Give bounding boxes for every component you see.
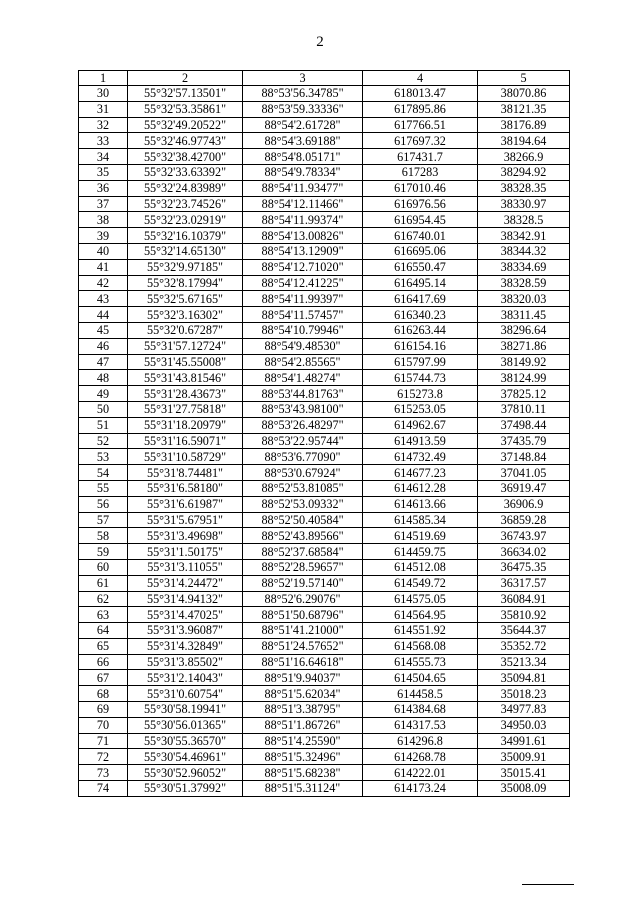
y-coordinate-cell: 35213.34	[478, 654, 570, 670]
x-coordinate-cell: 617283	[363, 164, 478, 180]
point-number-cell: 32	[79, 117, 128, 133]
longitude-cell: 88°54'3.69188"	[243, 133, 363, 149]
table-row	[79, 354, 570, 370]
point-number-cell: 39	[79, 228, 128, 244]
table-row	[79, 322, 570, 338]
latitude-cell: 55°31'2.14043"	[128, 670, 243, 686]
longitude-cell: 88°51'4.25590"	[243, 733, 363, 749]
table-row	[79, 228, 570, 244]
longitude-cell: 88°54'11.93477"	[243, 180, 363, 196]
x-coordinate-cell: 614549.72	[363, 575, 478, 591]
y-coordinate-cell: 38124.99	[478, 370, 570, 386]
table-row	[79, 433, 570, 449]
coordinates-table	[78, 70, 570, 797]
x-coordinate-cell: 614962.67	[363, 417, 478, 433]
point-number-cell: 40	[79, 243, 128, 259]
x-coordinate-cell: 614551.92	[363, 623, 478, 639]
x-coordinate-cell: 616154.16	[363, 338, 478, 354]
table-row	[79, 243, 570, 259]
y-coordinate-cell: 38311.45	[478, 307, 570, 323]
table-row	[79, 449, 570, 465]
latitude-cell: 55°31'3.11055"	[128, 559, 243, 575]
y-coordinate-cell: 38328.5	[478, 212, 570, 228]
longitude-cell: 88°54'1.48274"	[243, 370, 363, 386]
table-row	[79, 401, 570, 417]
latitude-cell: 55°31'16.59071"	[128, 433, 243, 449]
header-cell-5: 5	[478, 71, 570, 86]
point-number-cell: 35	[79, 164, 128, 180]
x-coordinate-cell: 616740.01	[363, 228, 478, 244]
point-number-cell: 31	[79, 101, 128, 117]
header-cell-4: 4	[363, 71, 478, 86]
x-coordinate-cell: 616954.45	[363, 212, 478, 228]
y-coordinate-cell: 35018.23	[478, 686, 570, 702]
longitude-cell: 88°51'1.86726"	[243, 717, 363, 733]
x-coordinate-cell: 618013.47	[363, 86, 478, 102]
latitude-cell: 55°31'3.49698"	[128, 528, 243, 544]
point-number-cell: 71	[79, 733, 128, 749]
latitude-cell: 55°31'3.85502"	[128, 654, 243, 670]
y-coordinate-cell: 38344.32	[478, 243, 570, 259]
point-number-cell: 43	[79, 291, 128, 307]
point-number-cell: 65	[79, 638, 128, 654]
longitude-cell: 88°52'37.68584"	[243, 544, 363, 560]
header-cell-1: 1	[79, 71, 128, 86]
latitude-cell: 55°31'4.24472"	[128, 575, 243, 591]
longitude-cell: 88°53'0.67924"	[243, 465, 363, 481]
latitude-cell: 55°31'6.58180"	[128, 480, 243, 496]
x-coordinate-cell: 614613.66	[363, 496, 478, 512]
latitude-cell: 55°32'8.17994"	[128, 275, 243, 291]
y-coordinate-cell: 38330.97	[478, 196, 570, 212]
longitude-cell: 88°51'50.68796"	[243, 607, 363, 623]
table-row	[79, 212, 570, 228]
table-row	[79, 465, 570, 481]
x-coordinate-cell: 616495.14	[363, 275, 478, 291]
latitude-cell: 55°32'57.13501"	[128, 86, 243, 102]
point-number-cell: 52	[79, 433, 128, 449]
point-number-cell: 46	[79, 338, 128, 354]
x-coordinate-cell: 615797.99	[363, 354, 478, 370]
longitude-cell: 88°52'28.59657"	[243, 559, 363, 575]
longitude-cell: 88°51'41.21000"	[243, 623, 363, 639]
x-coordinate-cell: 614384.68	[363, 702, 478, 718]
x-coordinate-cell: 614519.69	[363, 528, 478, 544]
latitude-cell: 55°30'52.96052"	[128, 765, 243, 781]
longitude-cell: 88°54'2.85565"	[243, 354, 363, 370]
x-coordinate-cell: 615273.8	[363, 386, 478, 402]
latitude-cell: 55°32'3.16302"	[128, 307, 243, 323]
y-coordinate-cell: 35644.37	[478, 623, 570, 639]
y-coordinate-cell: 37498.44	[478, 417, 570, 433]
header-cell-3: 3	[243, 71, 363, 86]
table-row	[79, 717, 570, 733]
point-number-cell: 36	[79, 180, 128, 196]
longitude-cell: 88°52'50.40584"	[243, 512, 363, 528]
table-row	[79, 370, 570, 386]
point-number-cell: 55	[79, 480, 128, 496]
point-number-cell: 48	[79, 370, 128, 386]
point-number-cell: 59	[79, 544, 128, 560]
y-coordinate-cell: 35810.92	[478, 607, 570, 623]
table-row	[79, 544, 570, 560]
x-coordinate-cell: 616417.69	[363, 291, 478, 307]
x-coordinate-cell: 617431.7	[363, 149, 478, 165]
point-number-cell: 68	[79, 686, 128, 702]
x-coordinate-cell: 614677.23	[363, 465, 478, 481]
latitude-cell: 55°30'56.01365"	[128, 717, 243, 733]
latitude-cell: 55°32'16.10379"	[128, 228, 243, 244]
longitude-cell: 88°54'9.78334"	[243, 164, 363, 180]
x-coordinate-cell: 617895.86	[363, 101, 478, 117]
point-number-cell: 57	[79, 512, 128, 528]
longitude-cell: 88°53'26.48297"	[243, 417, 363, 433]
table-row	[79, 496, 570, 512]
y-coordinate-cell: 36634.02	[478, 544, 570, 560]
longitude-cell: 88°54'9.48530"	[243, 338, 363, 354]
x-coordinate-cell: 614555.73	[363, 654, 478, 670]
y-coordinate-cell: 35008.09	[478, 781, 570, 797]
point-number-cell: 34	[79, 149, 128, 165]
point-number-cell: 49	[79, 386, 128, 402]
latitude-cell: 55°32'46.97743"	[128, 133, 243, 149]
latitude-cell: 55°30'55.36570"	[128, 733, 243, 749]
table-row	[79, 259, 570, 275]
latitude-cell: 55°32'38.42700"	[128, 149, 243, 165]
latitude-cell: 55°31'57.12724"	[128, 338, 243, 354]
latitude-cell: 55°31'6.61987"	[128, 496, 243, 512]
y-coordinate-cell: 38320.03	[478, 291, 570, 307]
x-coordinate-cell: 614458.5	[363, 686, 478, 702]
longitude-cell: 88°54'11.57457"	[243, 307, 363, 323]
table-row	[79, 512, 570, 528]
table-row	[79, 386, 570, 402]
latitude-cell: 55°30'58.19941"	[128, 702, 243, 718]
y-coordinate-cell: 36859.28	[478, 512, 570, 528]
table-row	[79, 702, 570, 718]
latitude-cell: 55°30'54.46961"	[128, 749, 243, 765]
table-row	[79, 749, 570, 765]
latitude-cell: 55°32'23.74526"	[128, 196, 243, 212]
longitude-cell: 88°54'11.99374"	[243, 212, 363, 228]
point-number-cell: 74	[79, 781, 128, 797]
x-coordinate-cell: 614585.34	[363, 512, 478, 528]
table-row	[79, 733, 570, 749]
point-number-cell: 53	[79, 449, 128, 465]
point-number-cell: 70	[79, 717, 128, 733]
point-number-cell: 69	[79, 702, 128, 718]
x-coordinate-cell: 614512.08	[363, 559, 478, 575]
table-row	[79, 528, 570, 544]
point-number-cell: 67	[79, 670, 128, 686]
latitude-cell: 55°32'24.83989"	[128, 180, 243, 196]
longitude-cell: 88°51'5.62034"	[243, 686, 363, 702]
point-number-cell: 64	[79, 623, 128, 639]
y-coordinate-cell: 36317.57	[478, 575, 570, 591]
table-row	[79, 591, 570, 607]
latitude-cell: 55°31'1.50175"	[128, 544, 243, 560]
x-coordinate-cell: 616976.56	[363, 196, 478, 212]
y-coordinate-cell: 36906.9	[478, 496, 570, 512]
longitude-cell: 88°52'53.09332"	[243, 496, 363, 512]
latitude-cell: 55°32'0.67287"	[128, 322, 243, 338]
point-number-cell: 66	[79, 654, 128, 670]
latitude-cell: 55°31'4.47025"	[128, 607, 243, 623]
y-coordinate-cell: 36475.35	[478, 559, 570, 575]
y-coordinate-cell: 35015.41	[478, 765, 570, 781]
longitude-cell: 88°54'12.71020"	[243, 259, 363, 275]
latitude-cell: 55°31'3.96087"	[128, 623, 243, 639]
latitude-cell: 55°31'45.55008"	[128, 354, 243, 370]
y-coordinate-cell: 38294.92	[478, 164, 570, 180]
y-coordinate-cell: 35009.91	[478, 749, 570, 765]
x-coordinate-cell: 614504.65	[363, 670, 478, 686]
longitude-cell: 88°54'12.11466"	[243, 196, 363, 212]
table-row	[79, 86, 570, 102]
latitude-cell: 55°31'10.58729"	[128, 449, 243, 465]
y-coordinate-cell: 37148.84	[478, 449, 570, 465]
x-coordinate-cell: 617766.51	[363, 117, 478, 133]
longitude-cell: 88°51'3.38795"	[243, 702, 363, 718]
table-row	[79, 559, 570, 575]
x-coordinate-cell: 614317.53	[363, 717, 478, 733]
y-coordinate-cell: 38176.89	[478, 117, 570, 133]
latitude-cell: 55°32'49.20522"	[128, 117, 243, 133]
longitude-cell: 88°54'10.79946"	[243, 322, 363, 338]
table-row	[79, 196, 570, 212]
point-number-cell: 45	[79, 322, 128, 338]
x-coordinate-cell: 614459.75	[363, 544, 478, 560]
point-number-cell: 38	[79, 212, 128, 228]
point-number-cell: 58	[79, 528, 128, 544]
longitude-cell: 88°51'5.31124"	[243, 781, 363, 797]
page-number: 2	[316, 34, 324, 50]
longitude-cell: 88°51'5.68238"	[243, 765, 363, 781]
y-coordinate-cell: 38271.86	[478, 338, 570, 354]
header-cell-2: 2	[128, 71, 243, 86]
table-header-row	[79, 71, 570, 86]
table-row	[79, 607, 570, 623]
point-number-cell: 41	[79, 259, 128, 275]
longitude-cell: 88°51'9.94037"	[243, 670, 363, 686]
table-row	[79, 575, 570, 591]
point-number-cell: 61	[79, 575, 128, 591]
longitude-cell: 88°52'43.89566"	[243, 528, 363, 544]
point-number-cell: 56	[79, 496, 128, 512]
x-coordinate-cell: 616550.47	[363, 259, 478, 275]
table-row	[79, 101, 570, 117]
x-coordinate-cell: 617010.46	[363, 180, 478, 196]
point-number-cell: 63	[79, 607, 128, 623]
x-coordinate-cell: 616695.06	[363, 243, 478, 259]
point-number-cell: 50	[79, 401, 128, 417]
y-coordinate-cell: 34991.61	[478, 733, 570, 749]
table-row	[79, 133, 570, 149]
table-row	[79, 480, 570, 496]
y-coordinate-cell: 37810.11	[478, 401, 570, 417]
longitude-cell: 88°53'56.34785"	[243, 86, 363, 102]
y-coordinate-cell: 36084.91	[478, 591, 570, 607]
point-number-cell: 33	[79, 133, 128, 149]
x-coordinate-cell: 614568.08	[363, 638, 478, 654]
x-coordinate-cell: 616340.23	[363, 307, 478, 323]
x-coordinate-cell: 615253.05	[363, 401, 478, 417]
point-number-cell: 37	[79, 196, 128, 212]
table-row	[79, 686, 570, 702]
longitude-cell: 88°53'6.77090"	[243, 449, 363, 465]
point-number-cell: 47	[79, 354, 128, 370]
table-row	[79, 275, 570, 291]
longitude-cell: 88°54'13.12909"	[243, 243, 363, 259]
x-coordinate-cell: 614222.01	[363, 765, 478, 781]
latitude-cell: 55°31'18.20979"	[128, 417, 243, 433]
point-number-cell: 72	[79, 749, 128, 765]
y-coordinate-cell: 37825.12	[478, 386, 570, 402]
table-row	[79, 765, 570, 781]
table-row	[79, 654, 570, 670]
table-row	[79, 670, 570, 686]
x-coordinate-cell: 614575.05	[363, 591, 478, 607]
longitude-cell: 88°51'5.32496"	[243, 749, 363, 765]
table-row	[79, 291, 570, 307]
point-number-cell: 51	[79, 417, 128, 433]
latitude-cell: 55°31'8.74481"	[128, 465, 243, 481]
y-coordinate-cell: 38070.86	[478, 86, 570, 102]
y-coordinate-cell: 38328.59	[478, 275, 570, 291]
x-coordinate-cell: 614612.28	[363, 480, 478, 496]
x-coordinate-cell: 614913.59	[363, 433, 478, 449]
y-coordinate-cell: 38342.91	[478, 228, 570, 244]
table-row	[79, 307, 570, 323]
longitude-cell: 88°54'2.61728"	[243, 117, 363, 133]
point-number-cell: 30	[79, 86, 128, 102]
x-coordinate-cell: 614173.24	[363, 781, 478, 797]
y-coordinate-cell: 38149.92	[478, 354, 570, 370]
latitude-cell: 55°31'4.32849"	[128, 638, 243, 654]
latitude-cell: 55°31'43.81546"	[128, 370, 243, 386]
table-row	[79, 338, 570, 354]
point-number-cell: 44	[79, 307, 128, 323]
y-coordinate-cell: 34977.83	[478, 702, 570, 718]
y-coordinate-cell: 36919.47	[478, 480, 570, 496]
x-coordinate-cell: 614732.49	[363, 449, 478, 465]
point-number-cell: 62	[79, 591, 128, 607]
longitude-cell: 88°51'24.57652"	[243, 638, 363, 654]
longitude-cell: 88°53'22.95744"	[243, 433, 363, 449]
y-coordinate-cell: 38334.69	[478, 259, 570, 275]
table-row	[79, 180, 570, 196]
y-coordinate-cell: 34950.03	[478, 717, 570, 733]
latitude-cell: 55°31'28.43673"	[128, 386, 243, 402]
y-coordinate-cell: 38328.35	[478, 180, 570, 196]
longitude-cell: 88°53'43.98100"	[243, 401, 363, 417]
latitude-cell: 55°31'4.94132"	[128, 591, 243, 607]
x-coordinate-cell: 614564.95	[363, 607, 478, 623]
point-number-cell: 54	[79, 465, 128, 481]
longitude-cell: 88°51'16.64618"	[243, 654, 363, 670]
y-coordinate-cell: 38194.64	[478, 133, 570, 149]
x-coordinate-cell: 614268.78	[363, 749, 478, 765]
latitude-cell: 55°30'51.37992"	[128, 781, 243, 797]
longitude-cell: 88°53'44.81763"	[243, 386, 363, 402]
x-coordinate-cell: 614296.8	[363, 733, 478, 749]
x-coordinate-cell: 615744.73	[363, 370, 478, 386]
longitude-cell: 88°52'53.81085"	[243, 480, 363, 496]
table-row	[79, 781, 570, 797]
y-coordinate-cell: 37041.05	[478, 465, 570, 481]
y-coordinate-cell: 35352.72	[478, 638, 570, 654]
table-row	[79, 117, 570, 133]
table-row	[79, 164, 570, 180]
footer-line	[522, 884, 574, 885]
x-coordinate-cell: 617697.32	[363, 133, 478, 149]
y-coordinate-cell: 38121.35	[478, 101, 570, 117]
table-row	[79, 638, 570, 654]
y-coordinate-cell: 36743.97	[478, 528, 570, 544]
coordinates-table-body	[79, 71, 570, 797]
longitude-cell: 88°54'13.00826"	[243, 228, 363, 244]
latitude-cell: 55°32'14.65130"	[128, 243, 243, 259]
latitude-cell: 55°32'23.02919"	[128, 212, 243, 228]
longitude-cell: 88°54'11.99397"	[243, 291, 363, 307]
latitude-cell: 55°31'0.60754"	[128, 686, 243, 702]
latitude-cell: 55°31'27.75818"	[128, 401, 243, 417]
longitude-cell: 88°52'6.29076"	[243, 591, 363, 607]
y-coordinate-cell: 37435.79	[478, 433, 570, 449]
longitude-cell: 88°54'8.05171"	[243, 149, 363, 165]
latitude-cell: 55°32'33.63392"	[128, 164, 243, 180]
point-number-cell: 42	[79, 275, 128, 291]
y-coordinate-cell: 35094.81	[478, 670, 570, 686]
point-number-cell: 60	[79, 559, 128, 575]
table-row	[79, 149, 570, 165]
y-coordinate-cell: 38296.64	[478, 322, 570, 338]
latitude-cell: 55°32'53.35861"	[128, 101, 243, 117]
longitude-cell: 88°54'12.41225"	[243, 275, 363, 291]
table-row	[79, 417, 570, 433]
latitude-cell: 55°32'9.97185"	[128, 259, 243, 275]
latitude-cell: 55°32'5.67165"	[128, 291, 243, 307]
point-number-cell: 73	[79, 765, 128, 781]
x-coordinate-cell: 616263.44	[363, 322, 478, 338]
longitude-cell: 88°53'59.33336"	[243, 101, 363, 117]
y-coordinate-cell: 38266.9	[478, 149, 570, 165]
longitude-cell: 88°52'19.57140"	[243, 575, 363, 591]
latitude-cell: 55°31'5.67951"	[128, 512, 243, 528]
table-row	[79, 623, 570, 639]
